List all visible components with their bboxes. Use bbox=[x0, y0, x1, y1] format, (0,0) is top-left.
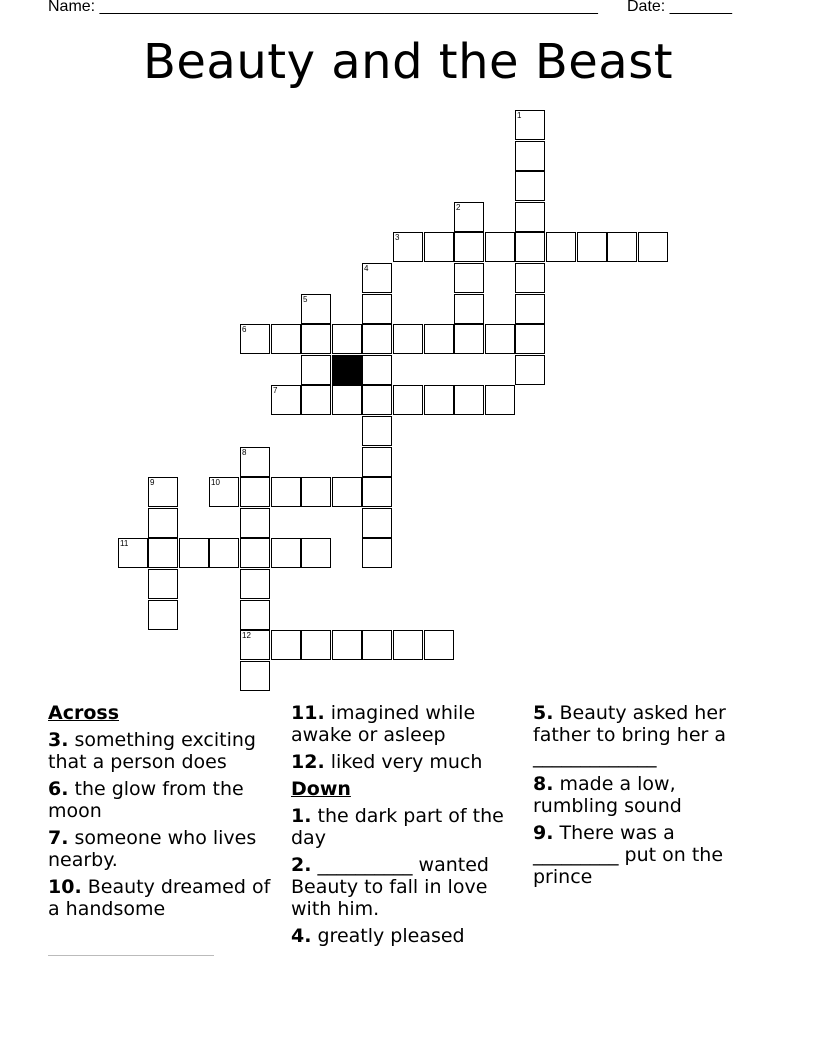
grid-cell[interactable] bbox=[362, 355, 392, 385]
grid-cell[interactable] bbox=[271, 324, 301, 354]
grid-cell[interactable] bbox=[485, 232, 515, 262]
grid-cell[interactable] bbox=[515, 294, 545, 324]
clue-down-4: 4. greatly pleased bbox=[291, 925, 465, 947]
grid-cell[interactable] bbox=[515, 355, 545, 385]
grid-cell[interactable] bbox=[454, 294, 484, 324]
grid-cell[interactable] bbox=[148, 600, 178, 630]
across-heading: Across bbox=[48, 702, 120, 724]
grid-cell[interactable] bbox=[515, 141, 545, 171]
clue-down-1: 1. the dark part of the day bbox=[291, 805, 504, 849]
grid-cell[interactable] bbox=[515, 324, 545, 354]
clue-number: 2 bbox=[456, 203, 461, 212]
grid-cell[interactable] bbox=[362, 263, 392, 293]
clue-across-12: 12. liked very much bbox=[291, 751, 483, 773]
grid-cell[interactable] bbox=[240, 324, 270, 354]
grid-cell[interactable] bbox=[148, 538, 178, 568]
clue-number: 1 bbox=[517, 111, 522, 120]
grid-cell[interactable] bbox=[515, 110, 545, 140]
grid-cell[interactable] bbox=[240, 477, 270, 507]
clue-across-3: 3. something exciting that a person does bbox=[48, 729, 256, 773]
clue-number: 7 bbox=[273, 386, 278, 395]
grid-cell[interactable] bbox=[424, 385, 454, 415]
grid-cell[interactable] bbox=[240, 538, 270, 568]
grid-cell[interactable] bbox=[454, 263, 484, 293]
grid-cell[interactable] bbox=[362, 294, 392, 324]
grid-cell[interactable] bbox=[301, 477, 331, 507]
grid-cell[interactable] bbox=[393, 232, 423, 262]
grid-cell[interactable] bbox=[301, 355, 331, 385]
grid-cell[interactable] bbox=[332, 477, 362, 507]
clue-down-9: 9. There was a _________ put on the prince bbox=[533, 822, 724, 888]
grid-cell[interactable] bbox=[332, 385, 362, 415]
grid-cell[interactable] bbox=[362, 630, 392, 660]
grid-cell[interactable] bbox=[577, 232, 607, 262]
clue-number: 6 bbox=[242, 325, 247, 334]
clue-down-5: 5. Beauty asked her father to bring her a _____________ bbox=[533, 702, 726, 768]
clue-number: 10 bbox=[211, 478, 220, 487]
grid-cell[interactable] bbox=[362, 508, 392, 538]
grid-cell[interactable] bbox=[515, 202, 545, 232]
grid-cell[interactable] bbox=[301, 538, 331, 568]
grid-cell[interactable] bbox=[362, 385, 392, 415]
clue-down-8: 8. made a low, rumbling sound bbox=[533, 773, 682, 817]
clue-across-10: 10. Beauty dreamed of a handsome bbox=[48, 876, 271, 920]
grid-cell[interactable] bbox=[424, 630, 454, 660]
grid-cell[interactable] bbox=[515, 171, 545, 201]
grid-cell[interactable] bbox=[485, 324, 515, 354]
clue-number: 12 bbox=[242, 631, 251, 640]
down-heading: Down bbox=[291, 778, 351, 800]
grid-cell[interactable] bbox=[148, 508, 178, 538]
clue-number: 11 bbox=[120, 539, 129, 548]
clue-across-11: 11. imagined while awake or asleep bbox=[291, 702, 476, 746]
grid-cell[interactable] bbox=[362, 538, 392, 568]
grid-cell[interactable] bbox=[454, 232, 484, 262]
divider-line bbox=[48, 955, 214, 956]
grid-cell[interactable] bbox=[332, 324, 362, 354]
grid-cell[interactable] bbox=[148, 477, 178, 507]
grid-cell[interactable] bbox=[362, 477, 392, 507]
grid-cell[interactable] bbox=[148, 569, 178, 599]
grid-cell[interactable] bbox=[301, 294, 331, 324]
clue-number: 9 bbox=[150, 478, 155, 487]
grid-cell[interactable] bbox=[393, 385, 423, 415]
grid-cell[interactable] bbox=[393, 324, 423, 354]
grid-cell[interactable] bbox=[301, 324, 331, 354]
clue-across-6: 6. the glow from the moon bbox=[48, 778, 244, 822]
date-field: Date: _______ bbox=[627, 0, 732, 15]
grid-cell[interactable] bbox=[209, 477, 239, 507]
grid-cell[interactable] bbox=[485, 385, 515, 415]
grid-cell[interactable] bbox=[240, 447, 270, 477]
clue-down-2: 2. __________ wanted Beauty to fall in love with him. bbox=[291, 854, 489, 920]
grid-cell[interactable] bbox=[332, 630, 362, 660]
grid-cell[interactable] bbox=[240, 630, 270, 660]
black-square bbox=[332, 355, 362, 385]
grid-cell[interactable] bbox=[515, 232, 545, 262]
grid-cell[interactable] bbox=[271, 538, 301, 568]
clue-number: 4 bbox=[364, 264, 369, 273]
grid-cell[interactable] bbox=[515, 263, 545, 293]
grid-cell[interactable] bbox=[240, 508, 270, 538]
grid-cell[interactable] bbox=[454, 324, 484, 354]
grid-cell[interactable] bbox=[209, 538, 239, 568]
grid-cell[interactable] bbox=[607, 232, 637, 262]
grid-cell[interactable] bbox=[271, 630, 301, 660]
grid-cell[interactable] bbox=[301, 385, 331, 415]
grid-cell[interactable] bbox=[271, 385, 301, 415]
page-title: Beauty and the Beast bbox=[142, 34, 674, 90]
grid-cell[interactable] bbox=[424, 324, 454, 354]
name-field: Name: ________________________________________________________ bbox=[48, 0, 598, 15]
grid-cell[interactable] bbox=[118, 538, 148, 568]
grid-cell[interactable] bbox=[240, 569, 270, 599]
clue-number: 8 bbox=[242, 448, 247, 457]
grid-cell[interactable] bbox=[393, 630, 423, 660]
grid-cell[interactable] bbox=[454, 202, 484, 232]
clue-number: 3 bbox=[395, 233, 400, 242]
grid-cell[interactable] bbox=[454, 385, 484, 415]
grid-cell[interactable] bbox=[362, 447, 392, 477]
grid-cell[interactable] bbox=[362, 416, 392, 446]
grid-cell[interactable] bbox=[271, 477, 301, 507]
grid-cell[interactable] bbox=[179, 538, 209, 568]
grid-cell[interactable] bbox=[240, 600, 270, 630]
grid-cell[interactable] bbox=[546, 232, 576, 262]
grid-cell[interactable] bbox=[424, 232, 454, 262]
clue-number: 5 bbox=[303, 295, 308, 304]
grid-cell[interactable] bbox=[301, 630, 331, 660]
grid-cell[interactable] bbox=[638, 232, 668, 262]
grid-cell[interactable] bbox=[362, 324, 392, 354]
clue-across-7: 7. someone who lives nearby. bbox=[48, 827, 257, 871]
grid-cell[interactable] bbox=[240, 661, 270, 691]
